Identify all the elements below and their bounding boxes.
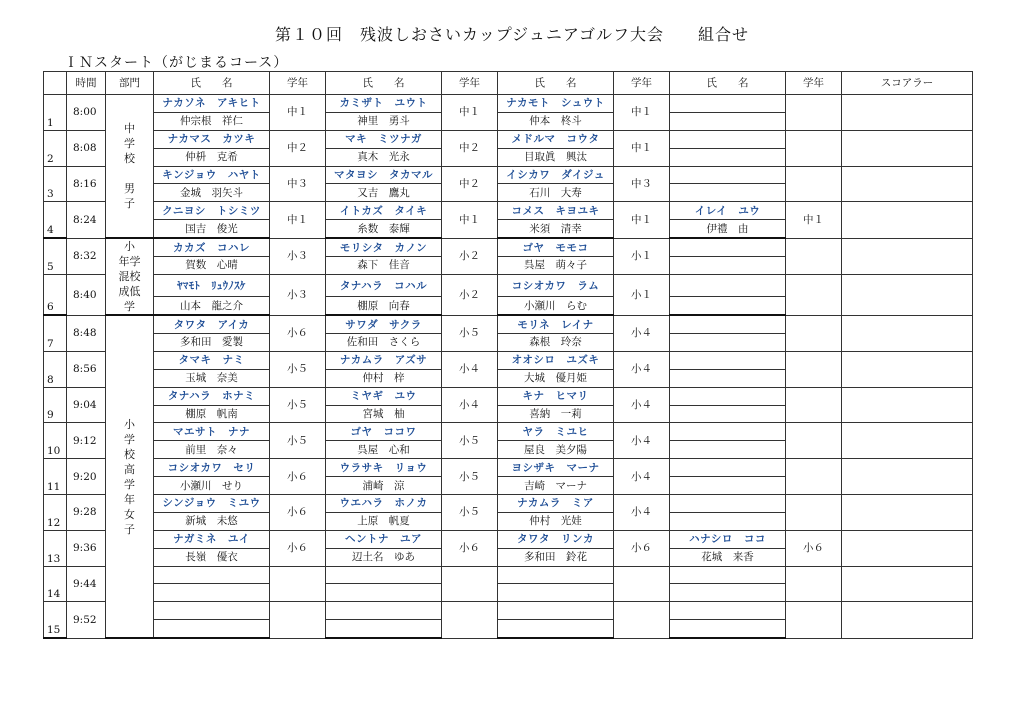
player-kana: マキ ミツナガ (326, 130, 442, 148)
player-name: 仲枡 克希 (154, 148, 270, 166)
header-name-2: 氏 名 (326, 72, 442, 95)
group-number-spacer (44, 95, 67, 113)
player-grade: 小３ (270, 238, 326, 274)
player-name: 多和田 愛製 (154, 334, 270, 352)
player-kana (326, 602, 442, 620)
player-grade: 小４ (614, 315, 670, 351)
group-number: 2 (44, 148, 67, 166)
division-label-part: 年学 (118, 255, 141, 269)
player-grade: 小６ (786, 530, 842, 566)
player-kana: ゴヤ ココワ (326, 423, 442, 441)
scorer-cell (842, 274, 973, 315)
player-kana: イレイ ユウ (670, 202, 786, 220)
player-name: 宮城 柚 (326, 405, 442, 423)
header-name-4: 氏 名 (670, 72, 786, 95)
scorer-cell (842, 387, 973, 423)
header-grade-2: 学年 (442, 72, 498, 95)
player-name: 喜納 一莉 (498, 405, 614, 423)
player-grade: 小４ (442, 351, 498, 387)
player-name (670, 334, 786, 352)
division-label-part: 子 (124, 197, 135, 211)
player-grade (786, 238, 842, 274)
group-number: 12 (44, 512, 67, 530)
group-number-spacer (44, 130, 67, 148)
player-grade: 小４ (442, 387, 498, 423)
tee-time: 8:56 (67, 351, 106, 387)
player-kana (154, 566, 270, 584)
player-grade: 小５ (442, 459, 498, 495)
header-division: 部門 (106, 72, 154, 95)
player-kana: コシオカワ ラム (498, 274, 614, 296)
scorer-cell (842, 166, 973, 202)
group-number-spacer (44, 423, 67, 441)
group-number: 4 (44, 220, 67, 238)
player-kana (670, 274, 786, 296)
division-label-part: 学 (124, 137, 135, 151)
division-label-part: 学 (124, 432, 135, 446)
player-grade: 小５ (270, 423, 326, 459)
player-kana: サワダ サクラ (326, 315, 442, 333)
player-name: 佐和田 さくら (326, 334, 442, 352)
player-name: 前里 奈々 (154, 441, 270, 459)
scorer-cell (842, 202, 973, 238)
scorer-cell (842, 315, 973, 351)
player-grade: 小２ (442, 238, 498, 274)
division-label-part: 子 (124, 522, 135, 536)
player-name: 花城 来香 (670, 548, 786, 566)
player-kana: ナカムラ アズサ (326, 351, 442, 369)
player-grade (786, 495, 842, 531)
player-name: 糸数 泰輝 (326, 220, 442, 238)
player-kana: タワタ リンカ (498, 530, 614, 548)
player-name: 賀数 心晴 (154, 257, 270, 275)
player-grade: 中２ (270, 130, 326, 166)
player-grade: 小６ (270, 459, 326, 495)
player-grade: 小６ (270, 315, 326, 351)
player-kana: マエサト ナナ (154, 423, 270, 441)
group-number: 11 (44, 477, 67, 495)
player-grade: 中３ (270, 166, 326, 202)
player-kana: ヨシザキ マーナ (498, 459, 614, 477)
player-name: 吉崎 マーナ (498, 477, 614, 495)
player-kana: ウラサキ リョウ (326, 459, 442, 477)
player-name: 小瀬川 らむ (498, 297, 614, 315)
player-grade: 小５ (270, 351, 326, 387)
player-name (670, 512, 786, 530)
tee-time: 9:36 (67, 530, 106, 566)
group-row-kana (44, 530, 973, 548)
group-number: 3 (44, 184, 67, 202)
player-name: 仲村 光娃 (498, 512, 614, 530)
player-kana (670, 566, 786, 584)
player-kana (670, 95, 786, 113)
player-name: 又吉 鷹丸 (326, 184, 442, 202)
division-label-part: 高 (124, 462, 135, 476)
player-grade: 中１ (442, 95, 498, 131)
player-kana: メドルマ コウタ (498, 130, 614, 148)
header-row (44, 72, 973, 95)
player-name: 石川 大寿 (498, 184, 614, 202)
group-number: 13 (44, 548, 67, 566)
player-name (670, 297, 786, 315)
player-grade (786, 566, 842, 602)
division-label-part: 男 (124, 182, 135, 196)
group-number: 15 (44, 620, 67, 638)
player-kana: モリシタ カノン (326, 238, 442, 256)
group-number-spacer (44, 351, 67, 369)
player-kana: イシカワ ダイジュ (498, 166, 614, 184)
division-label-part (106, 166, 153, 181)
player-kana: コメス キヨユキ (498, 202, 614, 220)
player-grade (442, 602, 498, 638)
page-title: 第１０回 残波しおさいカップジュニアゴルフ大会 組合せ (274, 25, 750, 44)
player-kana: ハナシロ ココ (670, 530, 786, 548)
player-kana: カミザト ユウト (326, 95, 442, 113)
scorer-cell (842, 130, 973, 166)
player-grade (786, 130, 842, 166)
player-grade: 小６ (442, 530, 498, 566)
division-label-part: 成低 (118, 285, 141, 299)
player-grade: 中１ (270, 95, 326, 131)
division-label-part: 中 (124, 122, 135, 136)
player-grade: 小６ (270, 530, 326, 566)
division-label-part: 年 (124, 492, 135, 506)
group-row-kana (44, 459, 973, 477)
group-number-spacer (44, 566, 67, 584)
player-grade (786, 166, 842, 202)
player-name: 小瀬川 せり (154, 477, 270, 495)
player-name (154, 620, 270, 638)
player-kana (670, 495, 786, 513)
player-kana: ナカソネ アキヒト (154, 95, 270, 113)
player-kana: シンジョウ ミユウ (154, 495, 270, 513)
player-grade (786, 351, 842, 387)
division-label-part: 校 (124, 152, 135, 166)
player-kana: モリネ レイナ (498, 315, 614, 333)
tee-time: 9:44 (67, 566, 106, 602)
header-scorer: スコアラー (842, 72, 973, 95)
player-kana: マタヨシ タカマル (326, 166, 442, 184)
player-kana (498, 602, 614, 620)
player-kana (670, 387, 786, 405)
player-name (670, 620, 786, 638)
player-grade (786, 274, 842, 315)
player-grade: 小４ (614, 495, 670, 531)
player-name: 多和田 鈴花 (498, 548, 614, 566)
player-kana: ウエハラ ホノカ (326, 495, 442, 513)
player-grade (786, 602, 842, 638)
tee-time: 8:48 (67, 315, 106, 351)
tee-time: 9:04 (67, 387, 106, 423)
player-name (326, 620, 442, 638)
player-grade: 小１ (614, 274, 670, 315)
player-kana: ゴヤ モモコ (498, 238, 614, 256)
group-number: 8 (44, 369, 67, 387)
player-name: 仲村 梓 (326, 369, 442, 387)
player-name: 屋良 美夕陽 (498, 441, 614, 459)
player-grade: 中１ (786, 202, 842, 238)
division-label-part: 混校 (118, 270, 141, 284)
group-row-kana (44, 238, 973, 256)
division-cell (106, 95, 154, 239)
player-name: 大城 優月姫 (498, 369, 614, 387)
player-kana (670, 130, 786, 148)
player-kana: イトカズ タイキ (326, 202, 442, 220)
player-grade: 小４ (614, 459, 670, 495)
player-name (154, 584, 270, 602)
player-name (670, 148, 786, 166)
player-name: 長嶺 優衣 (154, 548, 270, 566)
player-grade (270, 602, 326, 638)
player-grade (786, 423, 842, 459)
player-kana: タワタ アイカ (154, 315, 270, 333)
header-no (44, 72, 67, 95)
player-kana: ナカマス カツキ (154, 130, 270, 148)
group-row-kana (44, 423, 973, 441)
group-number-spacer (44, 602, 67, 620)
player-grade (786, 315, 842, 351)
player-name: 伊禮 由 (670, 220, 786, 238)
tee-time: 8:24 (67, 202, 106, 238)
player-kana: ナカモト シュウト (498, 95, 614, 113)
tee-time: 8:08 (67, 130, 106, 166)
header-grade-3: 学年 (614, 72, 670, 95)
group-row-kana (44, 566, 973, 584)
player-kana (326, 566, 442, 584)
group-row-kana (44, 95, 973, 113)
group-row-kana (44, 602, 973, 620)
player-name (670, 112, 786, 130)
group-number-spacer (44, 202, 67, 220)
player-grade: 中３ (614, 166, 670, 202)
player-grade: 中１ (442, 202, 498, 238)
group-row-kana (44, 130, 973, 148)
player-name: 上原 帆夏 (326, 512, 442, 530)
player-grade: 小６ (270, 495, 326, 531)
tee-time: 9:52 (67, 602, 106, 638)
player-name (326, 584, 442, 602)
pairings-body (44, 95, 973, 639)
group-number-spacer (44, 530, 67, 548)
player-kana (670, 351, 786, 369)
player-kana: オオシロ ユズキ (498, 351, 614, 369)
player-grade: 小６ (614, 530, 670, 566)
player-grade: 小５ (442, 315, 498, 351)
player-grade: 中２ (442, 130, 498, 166)
player-name: 金城 羽矢斗 (154, 184, 270, 202)
player-kana: タナハラ コハル (326, 274, 442, 296)
player-name (670, 405, 786, 423)
player-name: 米須 清幸 (498, 220, 614, 238)
player-name (498, 620, 614, 638)
tee-time: 8:16 (67, 166, 106, 202)
player-name (670, 257, 786, 275)
player-grade (786, 459, 842, 495)
tee-time: 8:40 (67, 274, 106, 315)
group-number: 1 (44, 112, 67, 130)
tee-time: 9:28 (67, 495, 106, 531)
player-grade: 中１ (270, 202, 326, 238)
player-kana: カカズ コハレ (154, 238, 270, 256)
player-kana: ナカムラ ミア (498, 495, 614, 513)
player-name (670, 441, 786, 459)
player-name: 新城 未悠 (154, 512, 270, 530)
player-name: 目取眞 興汰 (498, 148, 614, 166)
player-name: 棚原 帆南 (154, 405, 270, 423)
player-kana: ナガミネ ユイ (154, 530, 270, 548)
player-grade: 中１ (614, 130, 670, 166)
player-kana (154, 602, 270, 620)
player-name (498, 584, 614, 602)
division-label-part: 校 (124, 447, 135, 461)
group-number: 10 (44, 441, 67, 459)
header-grade-4: 学年 (786, 72, 842, 95)
player-name (670, 369, 786, 387)
player-grade: 小４ (614, 351, 670, 387)
group-number-spacer (44, 495, 67, 513)
player-kana: ヘントナ ユア (326, 530, 442, 548)
player-grade: 小１ (614, 238, 670, 274)
player-grade: 小５ (442, 423, 498, 459)
scorer-cell (842, 95, 973, 131)
player-name: 呉屋 心和 (326, 441, 442, 459)
player-kana: タマキ ナミ (154, 351, 270, 369)
player-grade: 小５ (270, 387, 326, 423)
player-name: 真木 光永 (326, 148, 442, 166)
player-grade: 小３ (270, 274, 326, 315)
player-kana (498, 566, 614, 584)
player-kana: クニヨシ トシミツ (154, 202, 270, 220)
player-grade (614, 602, 670, 638)
player-name: 辺土名 ゆあ (326, 548, 442, 566)
player-name: 呉屋 萌々子 (498, 257, 614, 275)
player-name: 仲本 柊斗 (498, 112, 614, 130)
scorer-cell (842, 530, 973, 566)
scorer-cell (842, 459, 973, 495)
group-row-kana (44, 315, 973, 333)
division-label-part: 学 (124, 300, 135, 314)
header-name-3: 氏 名 (498, 72, 614, 95)
tee-time: 8:00 (67, 95, 106, 131)
division-label-part: 小 (124, 417, 135, 431)
group-number: 7 (44, 334, 67, 352)
player-kana (670, 602, 786, 620)
player-grade: 中１ (614, 202, 670, 238)
group-number: 5 (44, 257, 67, 275)
player-kana (670, 423, 786, 441)
page-subtitle: ＩＮスタート（がじまるコース） (64, 55, 289, 71)
group-row-kana (44, 274, 973, 296)
scorer-cell (842, 602, 973, 638)
player-grade (270, 566, 326, 602)
player-name: 山本 龍之介 (154, 297, 270, 315)
header-time: 時間 (67, 72, 106, 95)
player-kana (670, 459, 786, 477)
header-name-1: 氏 名 (154, 72, 270, 95)
group-number-spacer (44, 387, 67, 405)
player-grade: 小２ (442, 274, 498, 315)
player-grade (442, 566, 498, 602)
group-row-kana (44, 351, 973, 369)
player-grade: 小５ (442, 495, 498, 531)
scorer-cell (842, 566, 973, 602)
player-grade (614, 566, 670, 602)
player-grade: 小４ (614, 387, 670, 423)
group-number-spacer (44, 238, 67, 256)
player-grade: 中１ (614, 95, 670, 131)
player-name: 森根 玲奈 (498, 334, 614, 352)
player-kana: キナ ヒマリ (498, 387, 614, 405)
group-number: 14 (44, 584, 67, 602)
player-kana: ヤラ ミユヒ (498, 423, 614, 441)
player-name (670, 184, 786, 202)
division-label-part: 学 (124, 477, 135, 491)
player-name (670, 477, 786, 495)
player-name: 森下 佳音 (326, 257, 442, 275)
scorer-cell (842, 351, 973, 387)
group-number-spacer (44, 315, 67, 333)
player-kana: ミヤギ ユウ (326, 387, 442, 405)
scorer-cell (842, 423, 973, 459)
player-name: 浦崎 涼 (326, 477, 442, 495)
group-number-spacer (44, 274, 67, 296)
player-kana: コシオカワ セリ (154, 459, 270, 477)
player-name: 国吉 俊光 (154, 220, 270, 238)
group-number-spacer (44, 166, 67, 184)
group-number: 9 (44, 405, 67, 423)
group-row-kana (44, 166, 973, 184)
player-name: 仲宗根 祥仁 (154, 112, 270, 130)
group-number: 6 (44, 297, 67, 315)
scorer-cell (842, 495, 973, 531)
player-grade: 中２ (442, 166, 498, 202)
division-cell (106, 315, 154, 638)
player-kana (670, 315, 786, 333)
player-kana (670, 238, 786, 256)
group-number-spacer (44, 459, 67, 477)
player-name: 玉城 奈美 (154, 369, 270, 387)
group-row-kana (44, 495, 973, 513)
player-kana (670, 166, 786, 184)
player-kana: タナハラ ホナミ (154, 387, 270, 405)
player-name: 神里 勇斗 (326, 112, 442, 130)
player-grade (786, 95, 842, 131)
group-row-kana (44, 387, 973, 405)
division-label-part: 女 (124, 507, 135, 521)
player-grade: 小４ (614, 423, 670, 459)
player-name: 棚原 向春 (326, 297, 442, 315)
player-kana: ﾔﾏﾓﾄ ﾘｭｳﾉｽｹ (154, 274, 270, 296)
division-cell (106, 238, 154, 315)
player-name (670, 584, 786, 602)
division-label-part: 小 (124, 240, 135, 254)
scorer-cell (842, 238, 973, 274)
tee-time: 9:20 (67, 459, 106, 495)
player-kana: キンジョウ ハヤト (154, 166, 270, 184)
pairings-table (43, 71, 973, 639)
header-grade-1: 学年 (270, 72, 326, 95)
player-grade (786, 387, 842, 423)
tee-time: 9:12 (67, 423, 106, 459)
tee-time: 8:32 (67, 238, 106, 274)
group-row-kana (44, 202, 973, 220)
